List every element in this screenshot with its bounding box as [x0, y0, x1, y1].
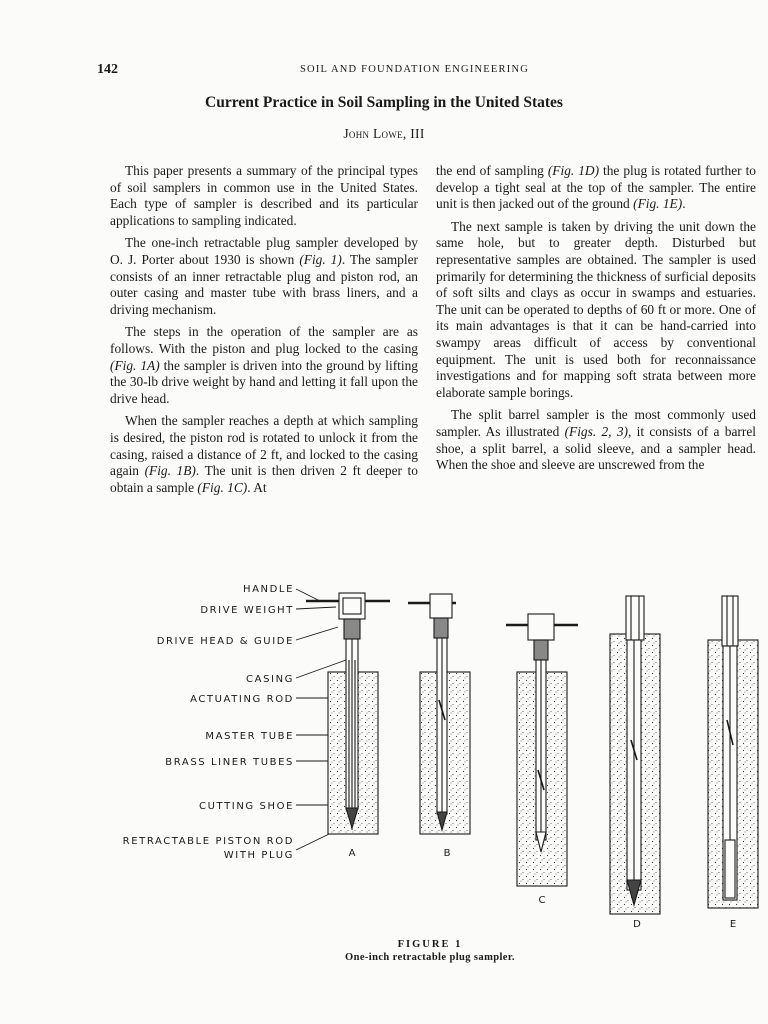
panel-b-sampler [408, 594, 470, 834]
panel-c-sampler [506, 614, 578, 886]
panel-letter-b: B [443, 848, 451, 859]
figure-reference: (Fig. 1E) [633, 196, 683, 212]
label-cutting-shoe: CUTTING SHOE [199, 801, 294, 812]
figure-reference: (Fig. 1) [299, 251, 342, 267]
figure-reference: (Fig. 1A) [110, 357, 160, 373]
figure-caption [0, 938, 768, 964]
paragraph: The split barrel sampler is the most commonly used sampler. As illustrated (Figs. 2, 3), it consists of a barrel shoe, a split barrel, a solid sleeve, and a sampler head. When the shoe and sleeve are unscrewed from the [436, 407, 756, 473]
figure-reference: (Fig. 1D) [547, 163, 600, 178]
figure-caption-text: One-inch retractable plug sampler. [345, 952, 515, 963]
page-number: 142 [97, 62, 118, 77]
article-title: Current Practice in Soil Sampling in the United States [205, 94, 563, 111]
paragraph: The steps in the operation of the sampler are as follows. With the piston and plug locked to the casing (Fig. 1A) the sampler is driven into the ground by lifting the 30-lb drive weight by hand and letting it fall upon the drive head. [110, 324, 418, 406]
paragraph: The next sample is taken by driving the unit down the same hole, but to greater depth. Disturbed but representative samples are obtained. The sampler is used primarily for determining the thickness of surficial deposits of soft silts and clays as occur in swamps and estuaries. The unit can be operated to depths of 60 ft or more. One of its main advantages is that it can be hand-carried into swampy areas difficult of access by conventional equipment. The unit is used both for reconnaissance investigations and for mapping soft strata between more elaborate sample borings. [436, 218, 756, 400]
label-actuating-rod: ACTUATING ROD [190, 694, 294, 705]
panel-letter-c: C [538, 895, 546, 906]
panel-d-sampler [610, 596, 660, 914]
label-drive-head: DRIVE HEAD & GUIDE [156, 636, 294, 647]
label-casing: CASING [246, 674, 294, 685]
label-handle: HANDLE [242, 584, 294, 595]
figure-labels [123, 584, 294, 861]
panel-letter-e: E [729, 919, 737, 930]
figure-reference: (Fig. 1B) [144, 463, 196, 479]
paragraph: When the sampler reaches a depth at which sampling is desired, the piston rod is rotated to unlock it from the casing, raised a distance of 2 ft, and locked to the casing again (Fig. 1B). The unit is then driven 2 ft deeper to obtain a sample (Fig. 1C). At [110, 413, 418, 495]
panel-e-sampler [708, 596, 758, 908]
label-piston-rod: RETRACTABLE PISTON ROD [122, 836, 294, 847]
label-drive-weight: DRIVE WEIGHT [200, 605, 294, 616]
panel-a-sampler [306, 593, 390, 834]
figure-reference: (Fig. 1C) [197, 479, 248, 495]
label-brass-liner: BRASS LINER TUBES [165, 757, 294, 768]
paragraph: This paper presents a summary of the principal types of soil samplers in common use in the United States. Each type of sampler is described and its particular applications to sampling indicated. [110, 163, 418, 228]
author-name: John Lowe, III [343, 126, 425, 141]
figure-caption-label: FIGURE 1 [397, 939, 463, 950]
label-with-plug: WITH PLUG [223, 850, 294, 861]
figure-reference: (Figs. 2, 3) [564, 423, 628, 439]
panel-letter-a: A [348, 848, 356, 859]
paragraph: The one-inch retractable plug sampler developed by O. J. Porter about 1930 is shown (Fig. 1). The sampler consists of an inner retractable plug and piston rod, an outer casing and master tube with brass liners, and a driving mechanism. [110, 235, 419, 317]
running-head: SOIL AND FOUNDATION ENGINEERING [300, 64, 530, 75]
label-master-tube: MASTER TUBE [205, 731, 294, 742]
paragraph: the end of sampling (Fig. 1D) the plug is rotated further to develop a tight seal at the top of the sampler. The entire unit is then jacked out of the ground (Fig. 1E). [436, 163, 756, 212]
panel-letter-d: D [633, 919, 641, 930]
